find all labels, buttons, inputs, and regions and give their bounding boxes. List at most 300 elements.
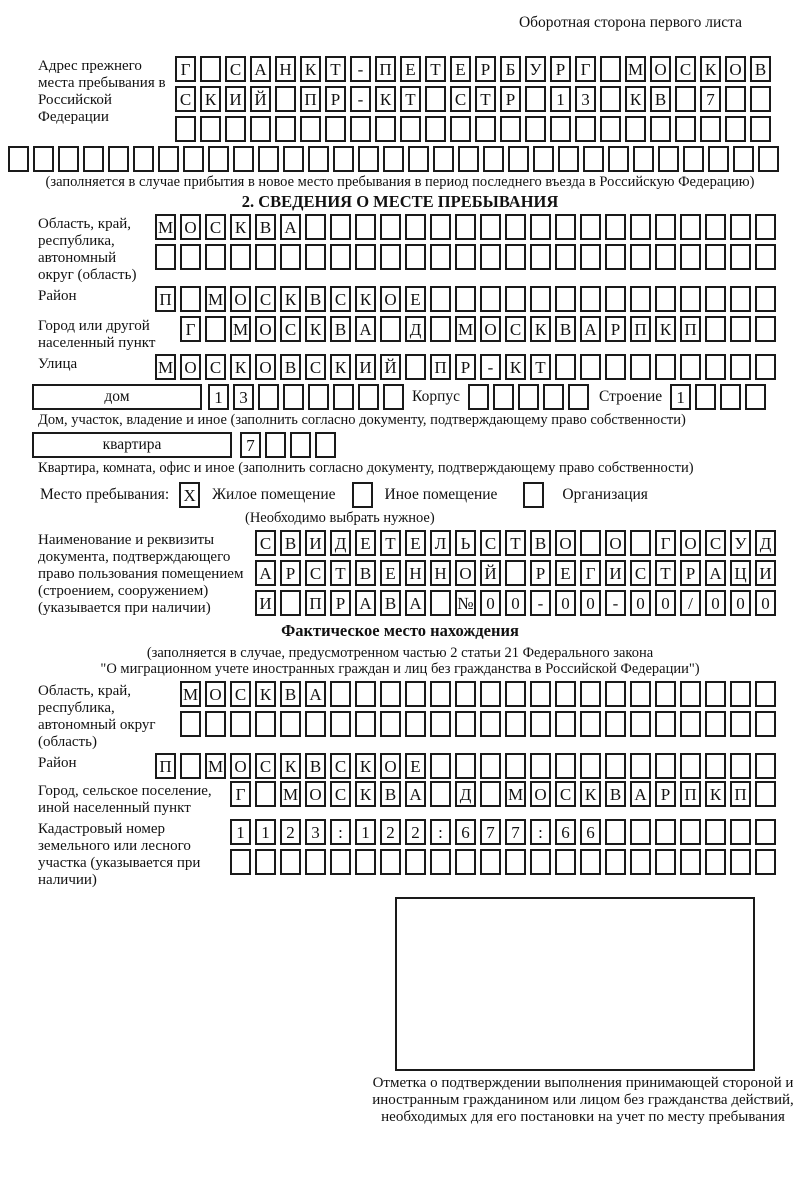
char-box[interactable] <box>530 681 551 707</box>
char-box-filled[interactable]: Д <box>455 781 476 807</box>
char-box[interactable] <box>750 116 771 142</box>
char-box[interactable] <box>505 214 526 240</box>
char-box[interactable] <box>655 681 676 707</box>
char-box[interactable] <box>333 384 354 410</box>
char-box-filled[interactable]: - <box>530 590 551 616</box>
char-box-filled[interactable]: К <box>300 56 321 82</box>
char-box-filled[interactable]: Г <box>580 560 601 586</box>
char-box[interactable] <box>208 146 229 172</box>
char-box[interactable] <box>558 146 579 172</box>
char-box-filled[interactable]: 0 <box>730 590 751 616</box>
char-box-filled[interactable]: : <box>530 819 551 845</box>
char-box-filled[interactable]: Е <box>405 286 426 312</box>
char-box[interactable] <box>655 286 676 312</box>
char-box-filled[interactable]: О <box>650 56 671 82</box>
char-box[interactable] <box>605 214 626 240</box>
char-box[interactable] <box>555 286 576 312</box>
char-box[interactable] <box>58 146 79 172</box>
char-box-filled[interactable]: - <box>350 86 371 112</box>
char-box[interactable] <box>355 214 376 240</box>
char-box[interactable] <box>605 286 626 312</box>
char-box-filled[interactable]: Р <box>605 316 626 342</box>
char-box[interactable] <box>630 354 651 380</box>
char-box-filled[interactable]: Н <box>405 560 426 586</box>
char-box-filled[interactable]: П <box>430 354 451 380</box>
char-box[interactable] <box>755 354 776 380</box>
char-box-filled[interactable]: Г <box>180 316 201 342</box>
char-box[interactable] <box>755 781 776 807</box>
char-box-filled[interactable]: Е <box>405 753 426 779</box>
char-box-filled[interactable]: Д <box>405 316 426 342</box>
char-box-filled[interactable]: Р <box>455 354 476 380</box>
char-box[interactable] <box>630 711 651 737</box>
char-box-filled[interactable]: И <box>355 354 376 380</box>
char-box-filled[interactable]: 0 <box>555 590 576 616</box>
char-box-filled[interactable]: 2 <box>280 819 301 845</box>
char-box-filled[interactable]: X <box>179 482 200 508</box>
char-box[interactable] <box>358 146 379 172</box>
char-box[interactable] <box>455 711 476 737</box>
char-box[interactable] <box>755 681 776 707</box>
char-box[interactable] <box>255 781 276 807</box>
char-box-filled[interactable]: С <box>630 560 651 586</box>
char-box-filled[interactable]: О <box>230 286 251 312</box>
char-box-filled[interactable]: 0 <box>655 590 676 616</box>
char-box-filled[interactable]: К <box>625 86 646 112</box>
char-box-filled[interactable]: 0 <box>480 590 501 616</box>
char-box-filled[interactable]: К <box>580 781 601 807</box>
char-box-filled[interactable]: О <box>605 530 626 556</box>
char-box[interactable] <box>530 214 551 240</box>
char-box-filled[interactable]: М <box>155 214 176 240</box>
char-box[interactable] <box>680 849 701 875</box>
char-box[interactable] <box>580 753 601 779</box>
char-box-filled[interactable]: В <box>280 354 301 380</box>
char-box-filled[interactable]: И <box>605 560 626 586</box>
char-box[interactable] <box>300 116 321 142</box>
char-box[interactable] <box>755 753 776 779</box>
char-box[interactable] <box>330 711 351 737</box>
char-box[interactable] <box>755 849 776 875</box>
char-box[interactable] <box>555 753 576 779</box>
char-box[interactable] <box>705 819 726 845</box>
char-box-filled[interactable]: А <box>705 560 726 586</box>
char-box[interactable] <box>425 86 446 112</box>
char-box[interactable] <box>330 849 351 875</box>
char-box-filled[interactable]: А <box>280 214 301 240</box>
char-box[interactable] <box>655 354 676 380</box>
char-box[interactable] <box>733 146 754 172</box>
char-box-filled[interactable]: Р <box>330 590 351 616</box>
char-box-filled[interactable]: Р <box>280 560 301 586</box>
char-box[interactable] <box>155 244 176 270</box>
char-box[interactable] <box>355 711 376 737</box>
char-box-filled[interactable]: Й <box>480 560 501 586</box>
char-box-filled[interactable]: Т <box>655 560 676 586</box>
char-box[interactable] <box>730 244 751 270</box>
char-box-filled[interactable]: О <box>255 316 276 342</box>
char-box[interactable] <box>430 849 451 875</box>
char-box-filled[interactable]: В <box>355 560 376 586</box>
char-box-filled[interactable]: О <box>380 753 401 779</box>
char-box[interactable] <box>730 214 751 240</box>
char-box-filled[interactable]: 1 <box>355 819 376 845</box>
char-box[interactable] <box>355 681 376 707</box>
char-box[interactable] <box>355 244 376 270</box>
char-box-filled[interactable]: С <box>555 781 576 807</box>
char-box-filled[interactable]: Д <box>755 530 776 556</box>
char-box[interactable] <box>275 86 296 112</box>
char-box[interactable] <box>575 116 596 142</box>
char-box[interactable] <box>555 354 576 380</box>
char-box[interactable] <box>500 116 521 142</box>
char-box[interactable] <box>580 530 601 556</box>
char-box[interactable] <box>200 56 221 82</box>
char-box[interactable] <box>308 384 329 410</box>
char-box[interactable] <box>225 116 246 142</box>
char-box-filled[interactable]: 3 <box>305 819 326 845</box>
char-box[interactable] <box>755 819 776 845</box>
char-box[interactable] <box>433 146 454 172</box>
char-box[interactable] <box>430 681 451 707</box>
char-box[interactable] <box>480 214 501 240</box>
char-box[interactable] <box>523 482 544 508</box>
char-box[interactable] <box>508 146 529 172</box>
char-box[interactable] <box>180 711 201 737</box>
char-box-filled[interactable]: Р <box>530 560 551 586</box>
char-box[interactable] <box>405 244 426 270</box>
char-box[interactable] <box>530 753 551 779</box>
char-box[interactable] <box>605 849 626 875</box>
char-box-filled[interactable]: Л <box>430 530 451 556</box>
char-box[interactable] <box>483 146 504 172</box>
char-box-filled[interactable]: О <box>555 530 576 556</box>
char-box[interactable] <box>555 711 576 737</box>
char-box-filled[interactable]: - <box>350 56 371 82</box>
char-box-filled[interactable]: О <box>455 560 476 586</box>
char-box-filled[interactable]: П <box>680 781 701 807</box>
char-box[interactable] <box>258 384 279 410</box>
char-box[interactable] <box>475 116 496 142</box>
char-box[interactable] <box>530 286 551 312</box>
char-box-filled[interactable]: А <box>405 781 426 807</box>
char-box[interactable] <box>755 286 776 312</box>
char-box[interactable] <box>605 244 626 270</box>
char-box[interactable] <box>315 432 336 458</box>
char-box-filled[interactable]: С <box>305 560 326 586</box>
char-box-filled[interactable]: В <box>330 316 351 342</box>
char-box[interactable] <box>430 753 451 779</box>
char-box-filled[interactable]: 2 <box>405 819 426 845</box>
char-box[interactable] <box>680 681 701 707</box>
char-box[interactable] <box>255 244 276 270</box>
char-box[interactable] <box>700 116 721 142</box>
char-box[interactable] <box>730 849 751 875</box>
char-box[interactable] <box>675 86 696 112</box>
char-box[interactable] <box>730 286 751 312</box>
char-box-filled[interactable]: Е <box>400 56 421 82</box>
char-box[interactable] <box>183 146 204 172</box>
char-box[interactable] <box>355 849 376 875</box>
char-box[interactable] <box>83 146 104 172</box>
char-box[interactable] <box>605 819 626 845</box>
char-box[interactable] <box>755 244 776 270</box>
char-box[interactable] <box>468 384 489 410</box>
char-box-filled[interactable]: К <box>255 681 276 707</box>
char-box[interactable] <box>655 214 676 240</box>
char-box-filled[interactable]: Г <box>175 56 196 82</box>
char-box-filled[interactable]: С <box>480 530 501 556</box>
char-box-filled[interactable]: О <box>180 214 201 240</box>
char-box-filled[interactable]: В <box>605 781 626 807</box>
char-box[interactable] <box>680 286 701 312</box>
char-box-filled[interactable]: А <box>305 681 326 707</box>
char-box[interactable] <box>580 354 601 380</box>
char-box[interactable] <box>358 384 379 410</box>
char-box[interactable] <box>755 316 776 342</box>
char-box[interactable] <box>758 146 779 172</box>
char-box-filled[interactable]: Г <box>575 56 596 82</box>
char-box[interactable] <box>630 286 651 312</box>
char-box[interactable] <box>380 711 401 737</box>
char-box[interactable] <box>525 116 546 142</box>
char-box-filled[interactable]: Р <box>550 56 571 82</box>
char-box[interactable] <box>505 286 526 312</box>
char-box[interactable] <box>352 482 373 508</box>
char-box-filled[interactable]: К <box>230 354 251 380</box>
char-box-filled[interactable]: О <box>230 753 251 779</box>
char-box-filled[interactable]: П <box>155 286 176 312</box>
char-box-filled[interactable]: : <box>430 819 451 845</box>
char-box-filled[interactable]: С <box>505 316 526 342</box>
char-box[interactable] <box>405 681 426 707</box>
char-box[interactable] <box>400 116 421 142</box>
char-box[interactable] <box>755 214 776 240</box>
char-box-filled[interactable]: К <box>280 286 301 312</box>
char-box[interactable] <box>730 753 751 779</box>
char-box[interactable] <box>230 244 251 270</box>
char-box-filled[interactable]: М <box>230 316 251 342</box>
char-box[interactable] <box>233 146 254 172</box>
char-box[interactable] <box>290 432 311 458</box>
char-box-filled[interactable]: П <box>630 316 651 342</box>
char-box[interactable] <box>580 681 601 707</box>
char-box-filled[interactable]: 7 <box>240 432 261 458</box>
char-box-filled[interactable]: К <box>330 354 351 380</box>
char-box[interactable] <box>543 384 564 410</box>
char-box[interactable] <box>720 384 741 410</box>
char-box-filled[interactable]: - <box>605 590 626 616</box>
char-box-filled[interactable]: Р <box>655 781 676 807</box>
char-box[interactable] <box>175 116 196 142</box>
char-box[interactable] <box>530 711 551 737</box>
char-box[interactable] <box>680 711 701 737</box>
char-box-filled[interactable]: М <box>625 56 646 82</box>
char-box-filled[interactable]: О <box>380 286 401 312</box>
char-box[interactable] <box>408 146 429 172</box>
char-box[interactable] <box>430 286 451 312</box>
char-box[interactable] <box>650 116 671 142</box>
char-box[interactable] <box>350 116 371 142</box>
char-box[interactable] <box>455 286 476 312</box>
char-box-filled[interactable]: С <box>305 354 326 380</box>
char-box-filled[interactable]: 0 <box>755 590 776 616</box>
char-box[interactable] <box>33 146 54 172</box>
char-box-filled[interactable]: К <box>375 86 396 112</box>
char-box[interactable] <box>580 711 601 737</box>
char-box-filled[interactable]: А <box>255 560 276 586</box>
char-box[interactable] <box>405 849 426 875</box>
char-box-filled[interactable]: О <box>530 781 551 807</box>
char-box[interactable] <box>555 214 576 240</box>
char-box-filled[interactable]: Р <box>325 86 346 112</box>
char-box-filled[interactable]: В <box>305 753 326 779</box>
char-box[interactable] <box>450 116 471 142</box>
char-box[interactable] <box>680 244 701 270</box>
char-box[interactable] <box>705 286 726 312</box>
char-box[interactable] <box>730 354 751 380</box>
char-box[interactable] <box>505 681 526 707</box>
char-box-filled[interactable]: А <box>405 590 426 616</box>
char-box-filled[interactable]: М <box>155 354 176 380</box>
char-box[interactable] <box>555 244 576 270</box>
char-box[interactable] <box>725 116 746 142</box>
char-box[interactable] <box>480 753 501 779</box>
char-box[interactable] <box>383 146 404 172</box>
char-box[interactable] <box>505 560 526 586</box>
char-box[interactable] <box>305 214 326 240</box>
char-box[interactable] <box>680 214 701 240</box>
char-box[interactable] <box>555 681 576 707</box>
char-box[interactable] <box>480 849 501 875</box>
char-box[interactable] <box>305 711 326 737</box>
char-box-filled[interactable]: А <box>630 781 651 807</box>
char-box-filled[interactable]: О <box>255 354 276 380</box>
char-box-filled[interactable]: О <box>205 681 226 707</box>
char-box[interactable] <box>745 384 766 410</box>
char-box[interactable] <box>580 244 601 270</box>
char-box[interactable] <box>283 384 304 410</box>
char-box-filled[interactable]: 7 <box>480 819 501 845</box>
char-box-filled[interactable]: Г <box>655 530 676 556</box>
char-box-filled[interactable]: Б <box>500 56 521 82</box>
char-box[interactable] <box>705 753 726 779</box>
char-box[interactable] <box>505 711 526 737</box>
char-box[interactable] <box>265 432 286 458</box>
char-box-filled[interactable]: О <box>680 530 701 556</box>
char-box[interactable] <box>430 316 451 342</box>
char-box[interactable] <box>655 819 676 845</box>
char-box[interactable] <box>655 244 676 270</box>
char-box[interactable] <box>283 146 304 172</box>
char-box[interactable] <box>533 146 554 172</box>
char-box[interactable] <box>480 286 501 312</box>
char-box[interactable] <box>730 819 751 845</box>
char-box[interactable] <box>655 711 676 737</box>
char-box[interactable] <box>250 116 271 142</box>
char-box[interactable] <box>330 214 351 240</box>
char-box-filled[interactable]: К <box>705 781 726 807</box>
char-box[interactable] <box>380 244 401 270</box>
char-box-filled[interactable]: К <box>280 753 301 779</box>
char-box-filled[interactable]: Н <box>430 560 451 586</box>
char-box-filled[interactable]: П <box>300 86 321 112</box>
char-box-filled[interactable]: К <box>230 214 251 240</box>
char-box-filled[interactable]: С <box>225 56 246 82</box>
char-box-filled[interactable]: В <box>650 86 671 112</box>
char-box[interactable] <box>683 146 704 172</box>
char-box-filled[interactable]: С <box>255 286 276 312</box>
char-box-filled[interactable]: 1 <box>670 384 691 410</box>
char-box-filled[interactable]: И <box>755 560 776 586</box>
char-box-filled[interactable]: О <box>725 56 746 82</box>
char-box-filled[interactable]: 7 <box>505 819 526 845</box>
char-box-filled[interactable]: М <box>205 753 226 779</box>
char-box-filled[interactable]: К <box>355 781 376 807</box>
char-box-filled[interactable]: И <box>255 590 276 616</box>
char-box-filled[interactable]: С <box>175 86 196 112</box>
char-box[interactable] <box>630 681 651 707</box>
char-box-filled[interactable]: 6 <box>580 819 601 845</box>
char-box[interactable] <box>550 116 571 142</box>
char-box[interactable] <box>750 86 771 112</box>
char-box-filled[interactable]: Д <box>330 530 351 556</box>
char-box[interactable] <box>480 781 501 807</box>
char-box[interactable] <box>600 86 621 112</box>
char-box-filled[interactable]: С <box>205 354 226 380</box>
char-box-filled[interactable]: 1 <box>550 86 571 112</box>
char-box[interactable] <box>555 849 576 875</box>
char-box-filled[interactable]: В <box>750 56 771 82</box>
char-box-filled[interactable]: П <box>730 781 751 807</box>
char-box-filled[interactable]: О <box>305 781 326 807</box>
char-box-filled[interactable]: С <box>330 781 351 807</box>
char-box[interactable] <box>480 711 501 737</box>
char-box-filled[interactable]: : <box>330 819 351 845</box>
char-box-filled[interactable]: С <box>255 753 276 779</box>
char-box-filled[interactable]: 3 <box>575 86 596 112</box>
char-box-filled[interactable]: Т <box>325 56 346 82</box>
char-box[interactable] <box>705 681 726 707</box>
char-box[interactable] <box>568 384 589 410</box>
char-box[interactable] <box>655 849 676 875</box>
char-box[interactable] <box>583 146 604 172</box>
char-box[interactable] <box>255 849 276 875</box>
char-box-filled[interactable]: - <box>480 354 501 380</box>
char-box-filled[interactable]: К <box>530 316 551 342</box>
char-box[interactable] <box>180 244 201 270</box>
char-box[interactable] <box>680 354 701 380</box>
char-box-filled[interactable]: Т <box>505 530 526 556</box>
char-box[interactable] <box>455 681 476 707</box>
char-box[interactable] <box>455 214 476 240</box>
char-box-filled[interactable]: 3 <box>233 384 254 410</box>
char-box-filled[interactable]: О <box>180 354 201 380</box>
char-box-filled[interactable]: С <box>330 753 351 779</box>
char-box-filled[interactable]: С <box>675 56 696 82</box>
char-box[interactable] <box>455 244 476 270</box>
char-box-filled[interactable]: У <box>525 56 546 82</box>
char-box[interactable] <box>8 146 29 172</box>
char-box-filled[interactable]: П <box>680 316 701 342</box>
char-box-filled[interactable]: М <box>205 286 226 312</box>
char-box[interactable] <box>705 354 726 380</box>
char-box[interactable] <box>605 711 626 737</box>
char-box-filled[interactable]: П <box>305 590 326 616</box>
char-box-filled[interactable]: М <box>180 681 201 707</box>
char-box[interactable] <box>405 711 426 737</box>
char-box-filled[interactable]: С <box>450 86 471 112</box>
